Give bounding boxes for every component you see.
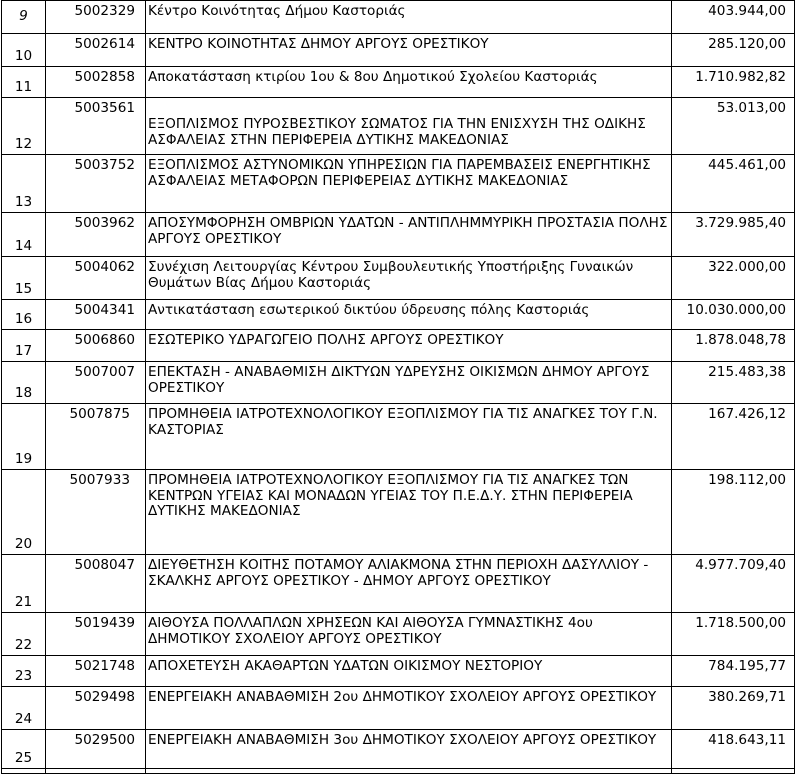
row-number: 13: [2, 155, 46, 213]
project-description: ΑΙΘΟΥΣΑ ΠΟΛΛΑΠΛΩΝ ΧΡΗΣΕΩΝ ΚΑΙ ΑΙΘΟΥΣΑ ΓΥΜΝΑΣΤΙΚΗΣ 4ου ΔΗΜΟΤΙΚΟΥ ΣΧΟΛΕΙΟΥ ΑΡΓΟΥΣ ΟΡΕΣΤΙΚΟΥ: [146, 613, 672, 656]
project-amount: 4.977.709,40: [672, 555, 795, 613]
row-number: 14: [2, 213, 46, 257]
table-row: [2, 300, 795, 330]
table-row: [2, 555, 795, 613]
project-amount: 3.729.985,40: [672, 213, 795, 257]
project-code: 5007933: [46, 470, 146, 555]
project-description: [146, 98, 672, 155]
project-description: Αποκατάσταση κτιρίου 1ου & 8ου Δημοτικού Σχολείου Καστοριάς: [146, 67, 672, 98]
project-amount: 167.426,12: [672, 404, 795, 470]
project-amount: 445.461,00: [672, 155, 795, 213]
row-number: 23: [2, 656, 46, 687]
table-row: [2, 470, 795, 555]
project-description: ΠΡΟΜΗΘΕΙΑ ΙΑΤΡΟΤΕΧΝΟΛΟΓΙΚΟΥ ΕΞΟΠΛΙΣΜΟΥ ΓΙΑ ΤΙΣ ΑΝΑΓΚΕΣ ΤΩΝ ΚΕΝΤΡΩΝ ΥΓΕΙΑΣ ΚΑΙ ΜΟΝΑΔΩΝ ΥΓΕΙΑΣ ΤΟΥ Π.Ε.Δ.Υ. ΣΤΗΝ ΠΕΡΙΦΕΡΕΙΑ ΔΥΤΙΚΗΣ ΜΑΚΕΔΟΝΙΑΣ: [146, 470, 672, 555]
table-row: [2, 1, 795, 34]
project-description: ΔΙΕΥΘΕΤΗΣΗ ΚΟΙΤΗΣ ΠΟΤΑΜΟΥ ΑΛΙΑΚΜΟΝΑ ΣΤΗΝ ΠΕΡΙΟΧΗ ΔΑΣΥΛΛΙΟΥ - ΣΚΑΛΚΗΣ ΑΡΓΟΥΣ ΟΡΕΣΤΙΚΟΥ - ΔΗΜΟΥ ΑΡΓΟΥΣ ΟΡΕΣΤΙΚΟΥ: [146, 555, 672, 613]
project-amount: 198.112,00: [672, 470, 795, 555]
table-row: [2, 257, 795, 300]
row-number: 15: [2, 257, 46, 300]
project-description: ΕΝΕΡΓΕΙΑΚΗ ΑΝΑΒΑΘΜΙΣΗ 3ου ΔΗΜΟΤΙΚΟΥ ΣΧΟΛΕΙΟΥ ΑΡΓΟΥΣ ΟΡΕΣΤΙΚΟΥ: [146, 730, 672, 769]
table-row: [2, 67, 795, 98]
project-description: ΕΣΩΤΕΡΙΚΟ ΥΔΡΑΓΩΓΕΙΟ ΠΟΛΗΣ ΑΡΓΟΥΣ ΟΡΕΣΤΙΚΟΥ: [146, 330, 672, 362]
project-amount: 418.643,11: [672, 730, 795, 769]
table-row: [2, 213, 795, 257]
table-row: [2, 613, 795, 656]
project-code: 5002329: [46, 1, 146, 34]
row-number: 24: [2, 687, 46, 730]
project-amount: 285.120,00: [672, 34, 795, 67]
project-description: Αντικατάσταση εσωτερικού δικτύου ύδρευσης πόλης Καστοριάς: [146, 300, 672, 330]
project-code: 5019439: [46, 613, 146, 656]
project-code: 5029498: [46, 687, 146, 730]
project-amount: 1.718.500,00: [672, 613, 795, 656]
row-number: 21: [2, 555, 46, 613]
project-code: 5008047: [46, 555, 146, 613]
project-amount: 1.710.982,82: [672, 67, 795, 98]
project-amount: 215.483,38: [672, 362, 795, 404]
project-code: 5006860: [46, 330, 146, 362]
table-row: [2, 730, 795, 769]
table-row: [2, 34, 795, 67]
project-amount: 322.000,00: [672, 257, 795, 300]
project-description: ΕΠΕΚΤΑΣΗ - ΑΝΑΒΑΘΜΙΣΗ ΔΙΚΤΥΩΝ ΥΔΡΕΥΣΗΣ ΟΙΚΙΣΜΩΝ ΔΗΜΟΥ ΑΡΓΟΥΣ ΟΡΕΣΤΙΚΟΥ: [146, 362, 672, 404]
project-description: ΚΕΝΤΡΟ ΚΟΙΝΟΤΗΤΑΣ ΔΗΜΟΥ ΑΡΓΟΥΣ ΟΡΕΣΤΙΚΟΥ: [146, 34, 672, 67]
projects-table: [1, 0, 795, 774]
project-code: 5007875: [46, 404, 146, 470]
project-amount: 380.269,71: [672, 687, 795, 730]
project-description: ΠΡΟΜΗΘΕΙΑ ΙΑΤΡΟΤΕΧΝΟΛΟΓΙΚΟΥ ΕΞΟΠΛΙΣΜΟΥ ΓΙΑ ΤΙΣ ΑΝΑΓΚΕΣ ΤΟΥ Γ.Ν. ΚΑΣΤΟΡΙΑΣ: [146, 404, 672, 470]
project-amount: 1.878.048,78: [672, 330, 795, 362]
project-code: 5021748: [46, 656, 146, 687]
project-description: ΑΠΟΧΕΤΕΥΣΗ ΑΚΑΘΑΡΤΩΝ ΥΔΑΤΩΝ ΟΙΚΙΣΜΟΥ ΝΕΣΤΟΡΙΟΥ: [146, 656, 672, 687]
row-number: 12: [2, 98, 46, 155]
project-amount: 10.030.000,00: [672, 300, 795, 330]
row-number: 20: [2, 470, 46, 555]
project-code: 5029500: [46, 730, 146, 769]
table-row: [2, 98, 795, 155]
project-description: Κέντρο Κοινότητας Δήμου Καστοριάς: [146, 1, 672, 34]
project-description: ΕΞΟΠΛΙΣΜΟΣ ΑΣΤΥΝΟΜΙΚΩΝ ΥΠΗΡΕΣΙΩΝ ΓΙΑ ΠΑΡΕΜΒΑΣΕΙΣ ΕΝΕΡΓΗΤΙΚΗΣ ΑΣΦΑΛΕΙΑΣ ΜΕΤΑΦΟΡΩΝ ΠΕΡΙΦΕΡΕΙΑΣ ΔΥΤΙΚΗΣ ΜΑΚΕΔΟΝΙΑΣ: [146, 155, 672, 213]
row-number: 16: [2, 300, 46, 330]
row-number: 11: [2, 67, 46, 98]
project-description: ΕΝΕΡΓΕΙΑΚΗ ΑΝΑΒΑΘΜΙΣΗ 2ου ΔΗΜΟΤΙΚΟΥ ΣΧΟΛΕΙΟΥ ΑΡΓΟΥΣ ΟΡΕΣΤΙΚΟΥ: [146, 687, 672, 730]
project-code: 5007007: [46, 362, 146, 404]
project-code: 5002858: [46, 67, 146, 98]
project-amount: 403.944,00: [672, 1, 795, 34]
project-amount: 784.195,77: [672, 656, 795, 687]
row-number: 25: [2, 730, 46, 769]
row-number: 17: [2, 330, 46, 362]
project-code: 5003962: [46, 213, 146, 257]
table-row: [2, 656, 795, 687]
project-code: 5003561: [46, 98, 146, 155]
project-description: ΑΠΟΣΥΜΦΟΡΗΣΗ ΟΜΒΡΙΩΝ ΥΔΑΤΩΝ - ΑΝΤΙΠΛΗΜΜΥΡΙΚΗ ΠΡΟΣΤΑΣΙΑ ΠΟΛΗΣ ΑΡΓΟΥΣ ΟΡΕΣΤΙΚΟΥ: [146, 213, 672, 257]
table-row: [2, 404, 795, 470]
row-number: 19: [2, 404, 46, 470]
project-description-text: ΕΞΟΠΛΙΣΜΟΣ ΠΥΡΟΣΒΕΣΤΙΚΟΥ ΣΩΜΑΤΟΣ ΓΙΑ ΤΗΝ ΕΝΙΣΧΥΣΗ ΤΗΣ ΟΔΙΚΗΣ ΑΣΦΑΛΕΙΑΣ ΣΤΗΝ ΠΕΡΙΦΕΡΕΙΑ ΔΥΤΙΚΗΣ ΜΑΚΕΔΟΝΙΑΣ: [148, 116, 646, 148]
table-row: [2, 362, 795, 404]
project-description: Συνέχιση Λειτουργίας Κέντρου Συμβουλευτικής Υποστήριξης Γυναικών Θυμάτων Βίας Δήμου Καστοριάς: [146, 257, 672, 300]
row-number: 18: [2, 362, 46, 404]
row-number: 22: [2, 613, 46, 656]
project-code: 5003752: [46, 155, 146, 213]
table-row: [2, 155, 795, 213]
project-code: 5004341: [46, 300, 146, 330]
project-code: 5004062: [46, 257, 146, 300]
row-number: 10: [2, 34, 46, 67]
table-row-continuation: [2, 769, 795, 774]
project-amount: 53.013,00: [672, 98, 795, 155]
project-code: 5002614: [46, 34, 146, 67]
table-row: [2, 330, 795, 362]
table-row: [2, 687, 795, 730]
row-number: 9: [2, 1, 46, 34]
